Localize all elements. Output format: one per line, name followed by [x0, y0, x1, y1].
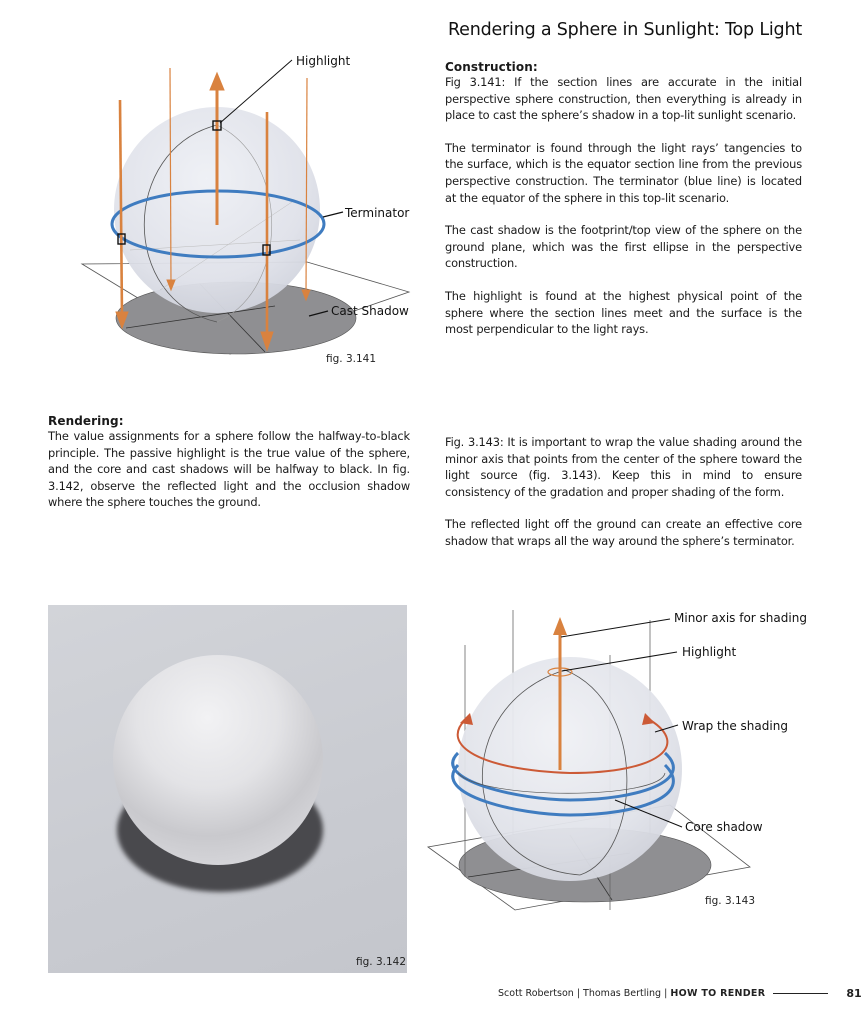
figure-3-143 [420, 595, 829, 920]
rendering-paragraph: The value assignments for a sphere follow the halfway-to-black principle. The passive highlight is the true value of the sphere, and the core and cast shadows will be halfway to black. In fig. 3.142, observe the reflected light and the occlusion shadow where the sphere touches the ground. [48, 429, 410, 510]
callout-cast-shadow: Cast Shadow [331, 304, 409, 318]
figure-3-141 [60, 40, 440, 380]
figure-label: fig. 3.143 [705, 895, 756, 907]
callout-core-shadow: Core shadow [685, 820, 763, 834]
callout-wrap-shading: Wrap the shading [682, 719, 788, 733]
figure-label: fig. 3.141 [326, 353, 377, 365]
fig143-paragraph: Fig. 3.143: It is important to wrap the value shading around the minor axis that points from the center of the sphere toward the light source (fig. 3.143). Keep this in mind to ensure consistency of the gradation and proper shading of the form. [445, 435, 802, 499]
figure-3-142-photo [48, 605, 407, 973]
sphere-photo [48, 605, 407, 973]
footer-book-title: HOW TO RENDER [670, 988, 766, 999]
construction-heading: Construction: [445, 60, 538, 74]
page-footer [498, 987, 862, 1000]
rendering-section [48, 414, 410, 527]
callout-highlight: Highlight [296, 54, 351, 68]
page-number: 81 [846, 987, 862, 1000]
page-title: Rendering a Sphere in Sunlight: Top Light [447, 20, 802, 40]
sphere [458, 657, 682, 881]
callout-terminator: Terminator [345, 206, 410, 220]
fig143-description [445, 434, 802, 566]
figure-label: fig. 3.142 [356, 956, 407, 968]
callout-minor-axis: Minor axis for shading [674, 611, 807, 625]
fig143-paragraph: The reflected light off the ground can create an effective core shadow that wraps all the way around the sphere’s terminator. [445, 517, 802, 548]
construction-paragraph: The highlight is found at the highest physical point of the sphere where the section lines meet and the surface is the most perpendicular to the light rays. [445, 288, 802, 337]
construction-paragraph: The terminator is found through the light rays’ tangencies to the surface, which is the equator section line from the previous perspective construction. The terminator (blue line) is located at the equator of the sphere in this top-lit scenario. [445, 140, 802, 205]
photo-sphere [113, 655, 323, 865]
rendering-heading: Rendering: [48, 414, 124, 428]
construction-paragraph: Fig 3.141: If the section lines are accurate in the initial perspective sphere construction, then everything is already in place to cast the sphere’s shadow in a top-lit sunlight scenario. [445, 75, 802, 123]
footer-authors: Scott Robertson | Thomas Bertling | [498, 988, 668, 999]
construction-section [445, 60, 802, 354]
construction-paragraph: The cast shadow is the footprint/top view of the sphere on the ground plane, which was the first ellipse in the perspective construction. [445, 223, 802, 271]
callout-highlight: Highlight [682, 645, 737, 659]
footer-rule [773, 993, 828, 994]
